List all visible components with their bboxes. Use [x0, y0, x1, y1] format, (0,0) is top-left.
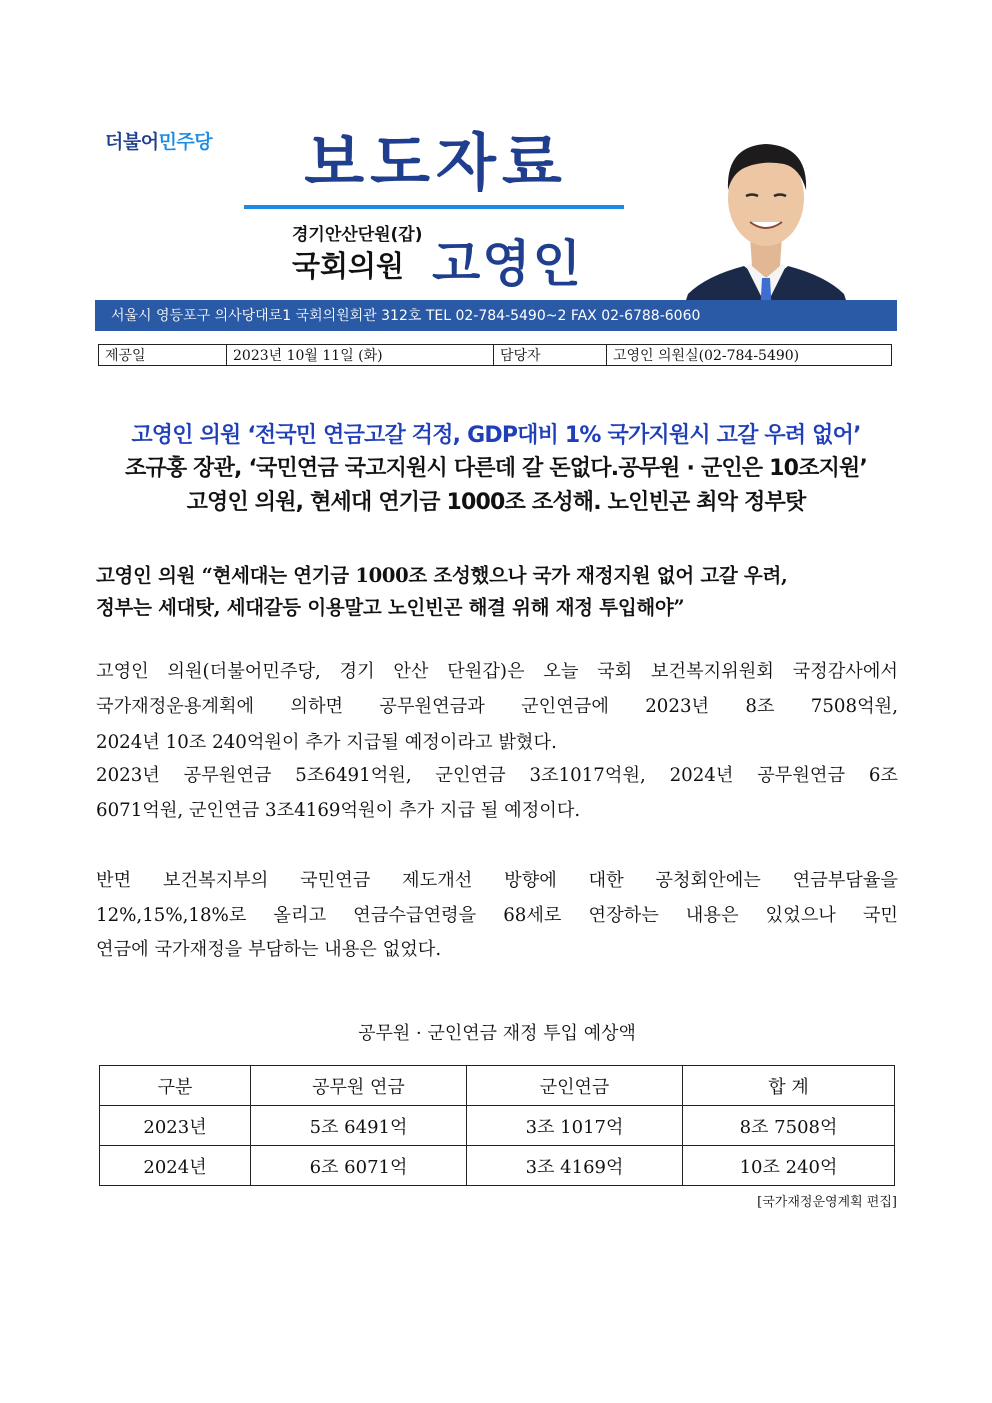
paragraph-2-line-1: 반면 보건복지부의 국민연금 제도개선 방향에 대한 공청회안에는 연금부담율을	[96, 870, 898, 891]
office-address: 서울시 영등포구 의사당대로1 국회의원회관 312호 TEL 02-784-5490~2 FAX 02-6788-6060	[111, 308, 701, 324]
paragraph-1-line-5: 6071억원, 군인연금 3조4169억원이 추가 지급 될 예정이다.	[96, 800, 581, 821]
headline-1: 고영인 의원 ‘전국민 연금고갈 걱정, GDP대비 1% 국가지원시 고갈 우려 없어’	[131, 423, 861, 448]
table-header-cell: 합 계	[683, 1066, 895, 1106]
table-cell: 2023년	[100, 1106, 251, 1146]
party-logo	[105, 127, 212, 154]
headline-3: 고영인 의원, 현세대 연기금 1000조 조성해. 노인빈곤 최악 정부탓	[186, 490, 806, 515]
district-label: 경기안산단원(갑)	[292, 225, 423, 245]
table-source: [국가재정운영계획 편집]	[757, 1195, 897, 1210]
paragraph-1-line-2: 국가재정운용계획에 의하면 공무원연금과 군인연금에 2023년 8조 7508억원,	[96, 696, 898, 717]
member-role: 국회의원	[292, 249, 405, 283]
table-header-cell: 군인연금	[467, 1066, 683, 1106]
table-header-cell: 구분	[100, 1066, 251, 1106]
date-value: 2023년 10월 11일 (화)	[227, 345, 494, 366]
pension-budget-table	[99, 1065, 895, 1186]
headline-2: 조규홍 장관, ‘국민연금 국고지원시 다른데 갈 돈없다.공무원 · 군인은 10조지원’	[124, 456, 868, 481]
table-cell: 10조 240억	[683, 1146, 895, 1186]
party-logo-main: 더불어	[105, 131, 159, 153]
table-cell: 8조 7508억	[683, 1106, 895, 1146]
table-cell: 5조 6491억	[251, 1106, 467, 1146]
paragraph-2-line-2: 12%,15%,18%로 올리고 연금수급연령을 68세로 연장하는 내용은 있었으나 국민	[96, 905, 898, 926]
party-logo-accent: 민주당	[158, 131, 213, 153]
table-caption: 공무원 · 군인연금 재정 투입 예상액	[358, 1023, 636, 1044]
paragraph-1-line-3: 2024년 10조 240억원이 추가 지급될 예정이라고 밝혔다.	[96, 732, 557, 753]
table-header-row	[100, 1066, 895, 1106]
table-cell: 3조 4169억	[467, 1146, 683, 1186]
subheadline-line-1: 고영인 의원 “현세대는 연기금 1000조 조성했으나 국가 재정지원 없어 고갈 우려,	[96, 564, 788, 587]
paragraph-2-line-3: 연금에 국가재정을 부담하는 내용은 없었다.	[96, 939, 442, 960]
release-info-table	[98, 344, 892, 366]
table-cell: 6조 6071억	[251, 1146, 467, 1186]
table-row	[100, 1106, 895, 1146]
date-label: 제공일	[99, 345, 227, 366]
member-portrait	[666, 116, 866, 331]
contact-label: 담당자	[494, 345, 607, 366]
paragraph-1-line-4: 2023년 공무원연금 5조6491억원, 군인연금 3조1017억원, 2024년 공무원연금 6조	[96, 765, 898, 786]
press-release-title: 보도자료	[304, 126, 568, 199]
title-underline	[244, 205, 624, 209]
table-cell: 3조 1017억	[467, 1106, 683, 1146]
table-header-cell: 공무원 연금	[251, 1066, 467, 1106]
contact-value: 고영인 의원실(02-784-5490)	[607, 345, 892, 366]
member-name: 고영인	[432, 235, 583, 293]
paragraph-1-line-1: 고영인 의원(더불어민주당, 경기 안산 단원갑)은 오늘 국회 보건복지위원회 국정감사에서	[96, 661, 898, 682]
subheadline-line-2: 정부는 세대탓, 세대갈등 이용말고 노인빈곤 해결 위해 재정 투입해야”	[96, 596, 685, 619]
table-cell: 2024년	[100, 1146, 251, 1186]
table-row	[100, 1146, 895, 1186]
